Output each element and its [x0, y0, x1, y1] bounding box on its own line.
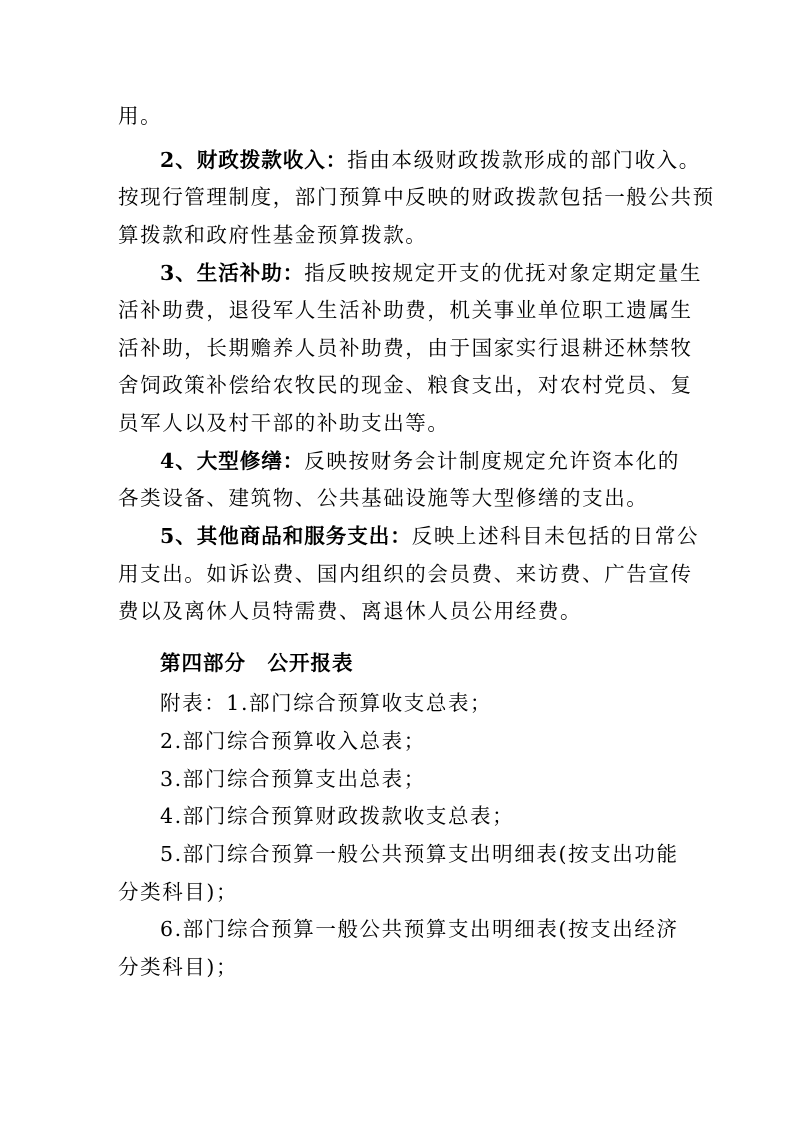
appendix-line: 4.部门综合预算财政拨款收支总表；	[160, 804, 515, 828]
text-line: 用。	[118, 104, 163, 128]
appendix-line: 6.部门综合预算一般公共预算支出明细表(按支出经济	[160, 917, 679, 941]
appendix-line: 5.部门综合预算一般公共预算支出明细表(按支出功能	[160, 842, 679, 866]
text-line: 费以及离休人员特需费、离退休人员公用经费。	[118, 599, 583, 623]
text-line: 各类设备、建筑物、公共基础设施等大型修缮的支出。	[118, 486, 649, 510]
appendix-line: 3.部门综合预算支出总表；	[160, 767, 426, 791]
section-heading: 第四部分 公开报表	[160, 651, 354, 675]
text-line: 按现行管理制度，部门预算中反映的财政拨款包括一般公共预	[118, 185, 715, 209]
appendix-line: 2.部门综合预算收入总表；	[160, 729, 426, 753]
item-2-heading-line: 2、财政拨款收入：指由本级财政拨款形成的部门收入。	[160, 148, 701, 172]
text-line: 舍饲政策补偿给农牧民的现金、粮食支出，对农村党员、复	[118, 373, 693, 397]
item-3-heading-line: 3、生活补助：指反映按规定开支的优抚对象定期定量生	[160, 261, 703, 285]
appendix-line: 分类科目)；	[118, 880, 239, 904]
item-heading: 2、财政拨款收入：	[160, 148, 348, 172]
item-heading: 4、大型修缮：	[160, 449, 305, 473]
text-line: 算拨款和政府性基金预算拨款。	[118, 223, 428, 247]
text-line: 活补助费，退役军人生活补助费，机关事业单位职工遗属生	[118, 298, 693, 322]
text-line: 用支出。如诉讼费、国内组织的会员费、来访费、广告宣传	[118, 562, 693, 586]
appendix-line: 附表：1.部门综合预算收支总表；	[160, 691, 493, 715]
text-line: 活补助，长期赡养人员补助费，由于国家实行退耕还林禁牧	[118, 336, 693, 360]
item-4-heading-line: 4、大型修缮：反映按财务会计制度规定允许资本化的	[160, 449, 680, 473]
item-heading: 3、生活补助：	[160, 261, 305, 285]
item-5-heading-line: 5、其他商品和服务支出：反映上述科目未包括的日常公	[160, 524, 700, 548]
text-line: 员军人以及村干部的补助支出等。	[118, 411, 450, 435]
appendix-line: 分类科目)；	[118, 955, 239, 979]
item-heading: 5、其他商品和服务支出：	[160, 524, 412, 548]
